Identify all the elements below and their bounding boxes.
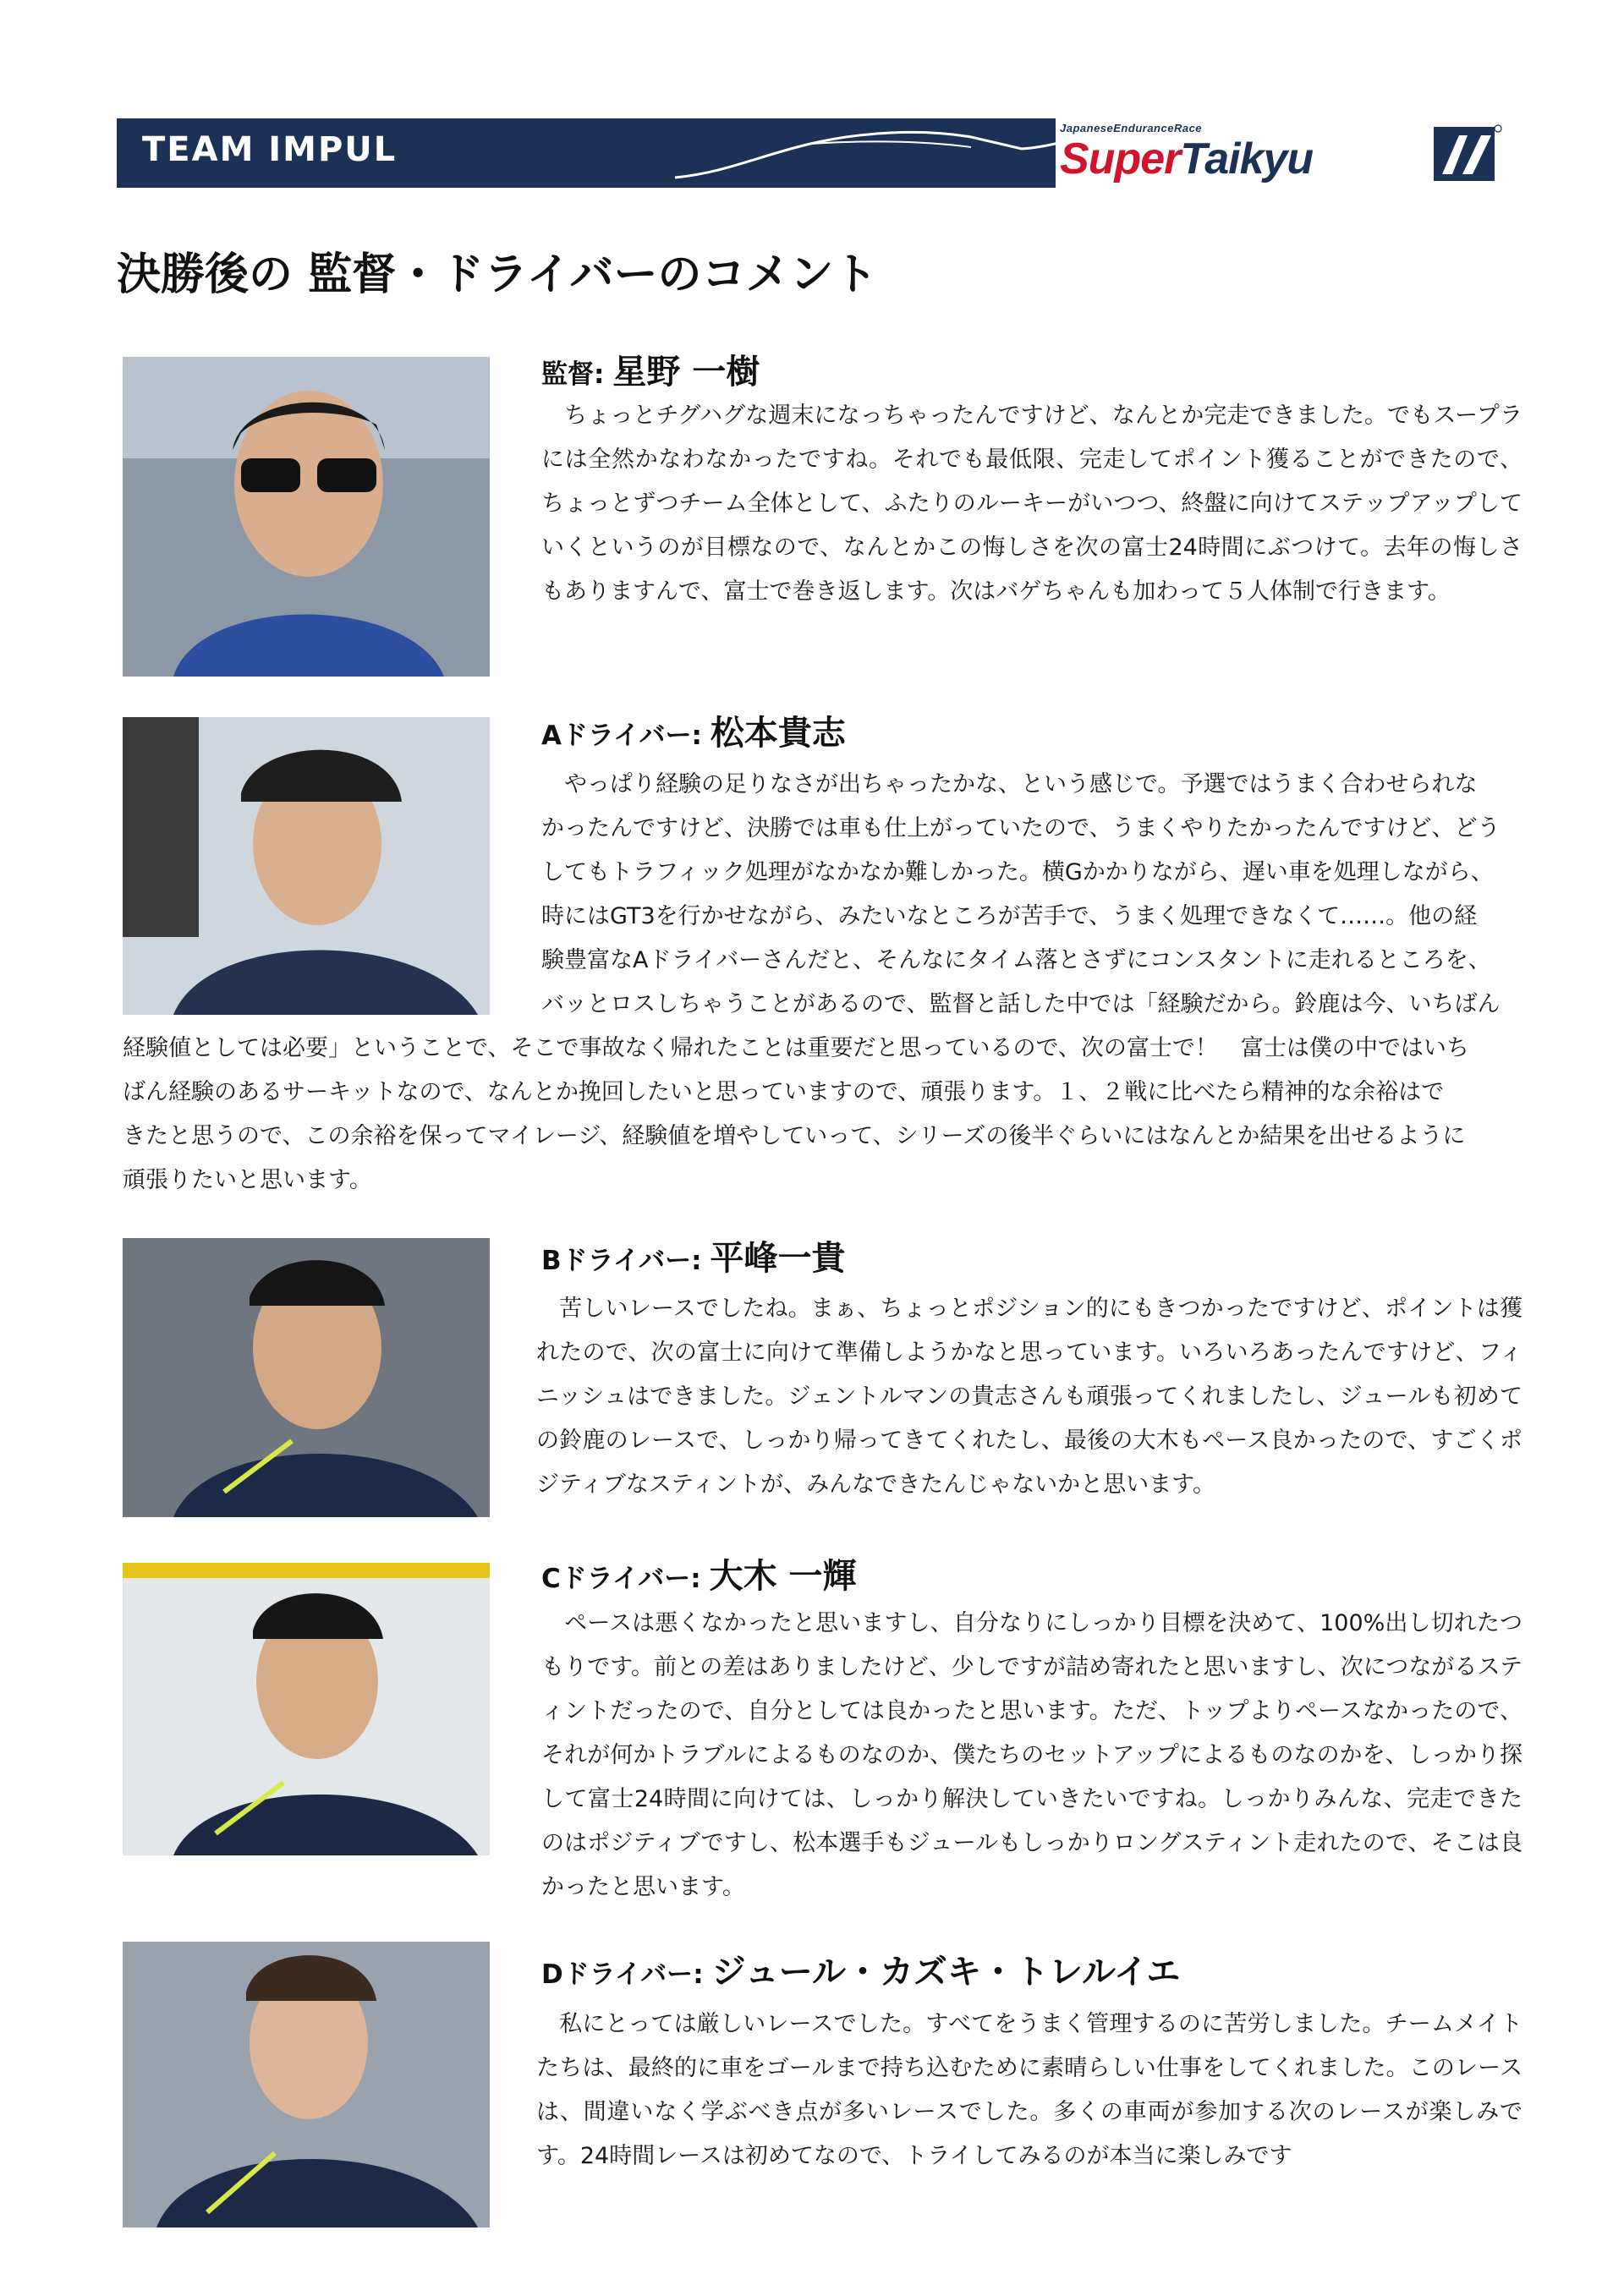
comment-line: バッとロスしちゃうことがあるので、監督と話した中では「経験だから。鈴鹿は今、いちばん — [541, 991, 1501, 1017]
colon: : — [690, 1564, 701, 1594]
header-banner — [117, 118, 1507, 188]
logo-super: Super — [1060, 134, 1181, 184]
team-name: TEAM IMPUL — [142, 130, 398, 169]
comment-line: 時にはGT3を行かせながら、みたいなところが苦手で、うまく処理できなくて……。他の経 — [541, 903, 1478, 929]
driver-c-photo — [123, 1563, 490, 1855]
car-silhouette-icon — [667, 122, 1123, 186]
driver-d-comment: 私にとっては厳しいレースでした。すべてをうまく管理するのに苦労しました。チームメイトたちは、最終的に車をゴールまで持ち込むために素晴らしい仕事をしてくれました。このレースは、間違いなく学ぶべき点が多いレースでした。多くの車両が参加する次のレースが楽しみです。24時間レースは初めてなので、トライしてみるのが本当に楽しみです — [536, 2011, 1522, 2169]
logo-wordmark — [1060, 134, 1313, 184]
comment-line: 経験値としては必要」ということで、そこで事故なく帰れたことは重要だと思っているので、次の富士で！ 富士は僕の中ではいち — [123, 1035, 1469, 1061]
colon: : — [693, 1959, 704, 1990]
colon: : — [691, 1246, 702, 1276]
colon: : — [691, 721, 702, 751]
person-name: 平峰一貴 — [710, 1239, 846, 1278]
person-name: 大木 一輝 — [709, 1557, 857, 1596]
comment-line: やっぱり経験の足りなさが出ちゃったかな、という感じで。予選ではうまく合わせられな — [541, 771, 1478, 797]
logo-tagline: JapaneseEnduranceRace — [1060, 122, 1203, 134]
comment-line: きたと思うので、この余裕を保ってマイレージ、経験値を増やしていって、シリーズの後半ぐらいにはなんとか結果を出せるように — [123, 1123, 1466, 1149]
driver-d-photo — [123, 1942, 490, 2228]
comment-line: かったんですけど、決勝では車も仕上がっていたので、うまくやりたかったんですけど、どう — [541, 815, 1501, 841]
comment-line: 験豊富なAドライバーさんだと、そんなにタイム落とさずにコンスタントに走れるところを、 — [541, 947, 1491, 973]
comment-line: ばん経験のあるサーキットなので、なんとか挽回したいと思っていますので、頑張ります。１、２戦に比べたら精神的な余裕はで — [123, 1079, 1445, 1105]
driver-a-heading — [541, 706, 846, 754]
role-label: Aドライバー — [541, 721, 692, 751]
driver-b-heading — [541, 1231, 845, 1280]
driver-a-photo — [123, 717, 490, 1015]
super-taikyu-logo — [1060, 118, 1507, 188]
comment-line: してもトラフィック処理がなかなか難しかった。横Gかかりながら、遅い車を処理しながら、 — [541, 859, 1494, 885]
logo-mark-icon — [1430, 123, 1503, 184]
role-label: Dドライバー — [541, 1959, 694, 1990]
comment-line: 頑張りたいと思います。 — [123, 1167, 372, 1193]
colon: : — [594, 359, 605, 390]
person-name: 松本貴志 — [710, 714, 846, 753]
person-name: 星野 一樹 — [612, 353, 760, 392]
driver-d-heading — [541, 1945, 1180, 1993]
manager-comment: ちょっとチグハグな週末になっちゃったんですけど、なんとか完走できました。でもスープラには全然かなわなかったですね。それでも最低限、完走してポイント獲ることができたので、ちょっとずつチーム全体として、ふたりのルーキーがいつつ、終盤に向けてステップアップしていくというのが目標なので、なんとかこの悔しさを次の富士24時間にぶつけて。去年の悔しさもありますんで、富士で巻き返します。次はバゲちゃんも加わって５人体制で行きます。 — [541, 403, 1522, 605]
manager-photo — [123, 357, 490, 677]
page-title: 決勝後の 監督・ドライバーのコメント — [117, 249, 878, 300]
logo-taikyu: Taikyu — [1180, 134, 1314, 184]
driver-b-comment: 苦しいレースでしたね。まぁ、ちょっとポジション的にもきつかったですけど、ポイントは獲れたので、次の富士に向けて準備しようかなと思っています。いろいろあったんですけど、フィニッシュはできました。ジェントルマンの貴志さんも頑張ってくれましたし、ジュールも初めての鈴鹿のレースで、しっかり帰ってきてくれたし、最後の大木もペース良かったので、すごくポジティブなスティントが、みんなできたんじゃないかと思います。 — [536, 1296, 1522, 1498]
role-label: 監督 — [541, 359, 594, 390]
person-name: ジュール・カズキ・トレルイエ — [711, 1953, 1181, 1992]
role-label: Cドライバー — [541, 1564, 691, 1594]
driver-c-comment: ペースは悪くなかったと思いますし、自分なりにしっかり目標を決めて、100%出し切れたつもりです。前との差はありましたけど、少しですが詰め寄れたと思いますし、次につながるスティントだったので、自分としては良かったと思います。ただ、トップよりペースなかったので、それが何かトラブルによるものなのか、僕たちのセットアップによるものなのかを、しっかり探して富士24時間に向けては、しっかり解決していきたいですね。しっかりみんな、完走できたのはポジティブですし、松本選手もジュールもしっかりロングスティント走れたので、そこは良かったと思います。 — [541, 1610, 1522, 1900]
role-label: Bドライバー — [541, 1246, 692, 1276]
driver-c-heading — [541, 1549, 857, 1597]
manager-heading — [541, 345, 760, 393]
driver-b-photo — [123, 1238, 490, 1517]
